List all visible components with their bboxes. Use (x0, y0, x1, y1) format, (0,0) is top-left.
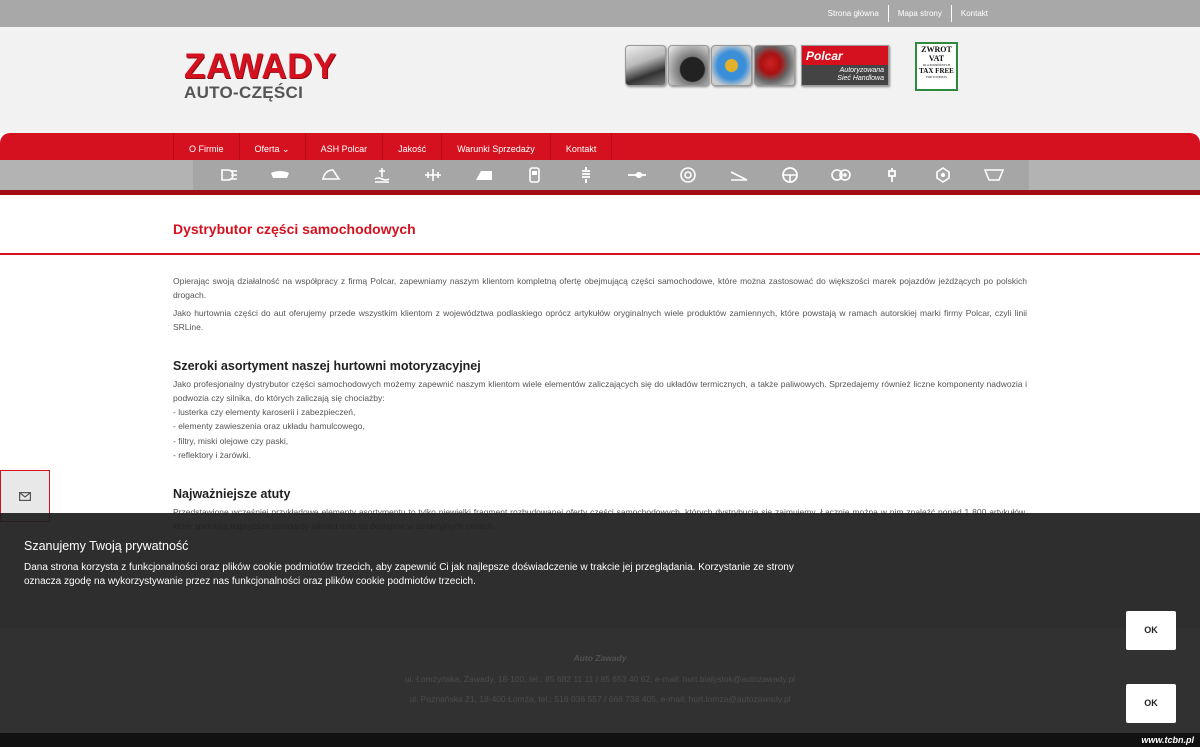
cookie-text: Dana strona korzysta z funkcjonalności oraz plików cookie podmiotów trzecich, aby zapewnić Ci jak najlepsze doświadczenie w trakcie jej przeglądania. Korzystanie ze strony oznacza zgodę na wykorzystywanie przez nas funkcjonalności oraz plików cookie podmiotów trzecich. (24, 562, 794, 587)
assortment-list-item: - reflektory i żarówki. (173, 449, 251, 460)
nav-warunki[interactable]: Warunki Sprzedaży (441, 133, 550, 160)
top-bar (0, 0, 1200, 27)
watermark: www.tcbn.pl (1141, 735, 1194, 745)
main-nav-list (173, 133, 612, 160)
polcar-line2: Sieć Handlowa (837, 75, 884, 82)
title-divider (0, 253, 1200, 255)
assortment-list-item: - filtry, miski olejowe czy paski, (173, 435, 289, 446)
headlight-icon[interactable] (218, 164, 240, 186)
wheel-thumbnail[interactable] (668, 45, 709, 86)
nav-ash-polcar[interactable]: ASH Polcar (305, 133, 383, 160)
category-icons (193, 160, 1029, 190)
top-link-home[interactable]: Strona główna (827, 9, 879, 18)
nav-kontakt[interactable]: Kontakt (550, 133, 613, 160)
tax-free-l5: FOR TOURISTS (926, 75, 947, 79)
cookie-banner (0, 513, 1200, 628)
glass-icon[interactable] (473, 164, 495, 186)
polcar-band (802, 65, 888, 85)
sensor-icon[interactable] (626, 164, 648, 186)
radiator-icon[interactable] (371, 164, 393, 186)
page-title: Dystrybutor części samochodowych (173, 221, 416, 237)
assortment-list-item: - elementy zawieszenia oraz układu hamulcowego, (173, 421, 365, 432)
polcar-badge[interactable] (801, 45, 889, 86)
logo-main-text: ZAWADY (184, 47, 337, 86)
mirror-icon[interactable] (320, 164, 342, 186)
nav-bottom-line (0, 190, 1200, 195)
assortment-paragraph: Jako profesjonalny dystrybutor części samochodowych możemy zapewnić naszym klientom wiele elementów zaliczających się do układów termicznych, a także paliwowych. Sprzedajemy również liczne komponenty nadwozia i podwozia czy silnika, do których zaliczają się chociażby: (173, 379, 1027, 403)
tax-free-l2: VAT (928, 54, 945, 63)
cookie-ok-button-secondary[interactable]: OK (1126, 684, 1176, 723)
spark-plug-icon[interactable] (881, 164, 903, 186)
car-body-thumbnail[interactable] (625, 45, 666, 86)
windshield-icon[interactable] (983, 164, 1005, 186)
section-heading-advantages: Najważniejsze atuty (173, 487, 291, 502)
gear-icon[interactable] (932, 164, 954, 186)
cookie-ok-button[interactable]: OK (1126, 611, 1176, 650)
category-thumbnails (625, 45, 795, 86)
top-nav (819, 0, 997, 27)
brake-disc-icon[interactable] (677, 164, 699, 186)
category-icon-bar (0, 160, 1200, 190)
fuel-pump-icon[interactable] (524, 164, 546, 186)
bumper-icon[interactable] (269, 164, 291, 186)
nav-jakosc[interactable]: Jakość (382, 133, 441, 160)
site-logo[interactable] (184, 49, 337, 102)
tax-free-badge (915, 42, 958, 91)
top-link-contact[interactable]: Kontakt (960, 9, 988, 18)
nav-oferta[interactable]: Oferta ⌄ (239, 133, 305, 160)
main-content (173, 274, 1027, 537)
footer-dim-overlay (0, 628, 1200, 733)
tax-free-l3: DLA PODRÓŻNYCH (922, 63, 951, 67)
polcar-line1: Autoryzowana (839, 67, 884, 74)
site-header (0, 27, 1200, 133)
bottom-strip (0, 733, 1200, 747)
intro-paragraph-1: Opierając swoją działalność na współpracy z firmą Polcar, zapewniamy naszym klientom kompletną ofertę obejmującą części samochodowe, które można zastosować do większości marek pojazdów jeżdżących po polskich drogach. (173, 276, 1027, 300)
polcar-name: Polcar (806, 49, 843, 63)
envelope-icon (19, 492, 31, 501)
tax-free-l4: TAX FREE (919, 67, 954, 75)
tax-free-l1: ZWROT (921, 45, 952, 54)
intro-paragraph-2: Jako hurtownia części do aut oferujemy przede wszystkim klientom z województwa podlaskiego oprócz artykułów oryginalnych wiele produktów zamiennych, które powstają w ramach autorskiej marki firmy Polcar, czyli linii SRLine. (173, 308, 1027, 332)
top-link-sitemap[interactable]: Mapa strony (897, 9, 942, 18)
wiper-arm-icon[interactable] (728, 164, 750, 186)
steering-wheel-icon[interactable] (779, 164, 801, 186)
section-heading-assortment: Szeroki asortyment naszej hurtowni motoryzacyjnej (173, 359, 481, 373)
assortment-list-item: - lusterka czy elementy karoserii i zabezpieczeń, (173, 407, 356, 417)
cookie-title: Szanujemy Twoją prywatność (24, 539, 189, 553)
shock-absorber-icon[interactable] (575, 164, 597, 186)
filter-icon[interactable] (830, 164, 852, 186)
main-nav (0, 133, 1200, 160)
logo-sub-text: AUTO-CZĘŚCI (184, 83, 304, 102)
axle-icon[interactable] (422, 164, 444, 186)
headlight-thumbnail[interactable] (754, 45, 795, 86)
nav-o-firmie[interactable]: O Firmie (173, 133, 239, 160)
spring-thumbnail[interactable] (711, 45, 752, 86)
